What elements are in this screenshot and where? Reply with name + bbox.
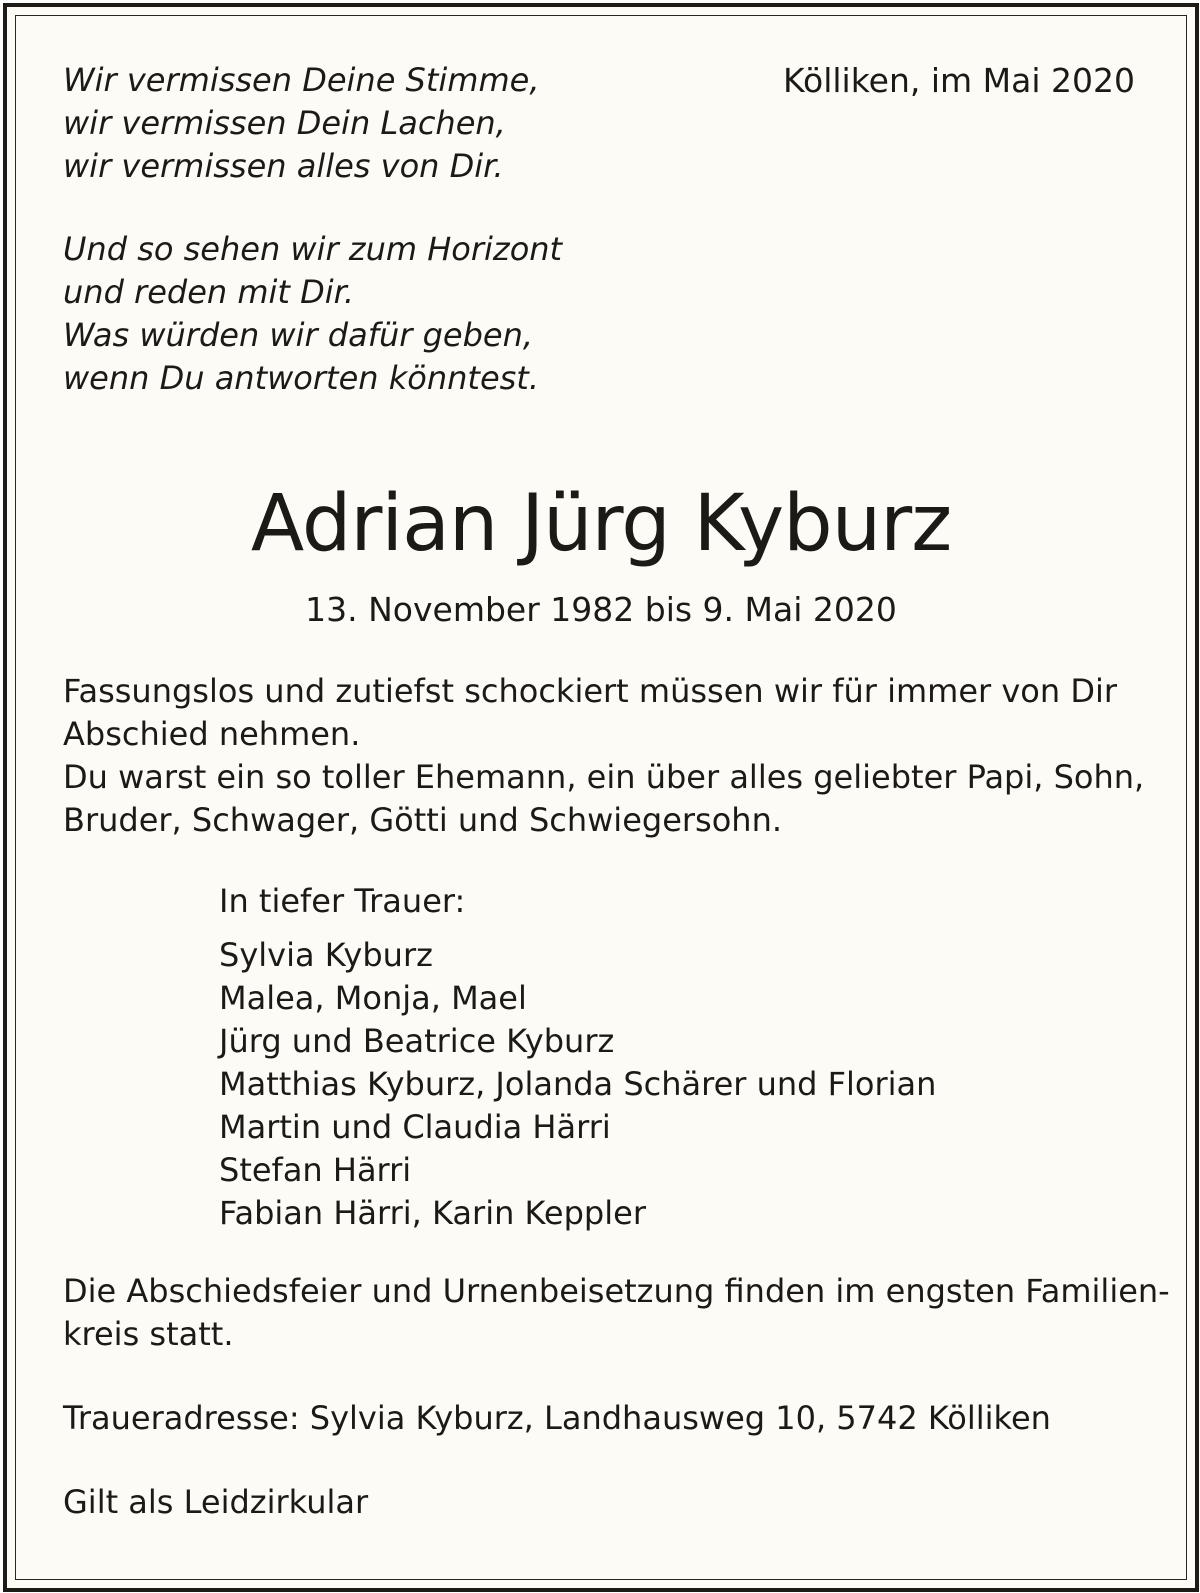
poem-line: wir vermissen Dein Lachen, — [63, 104, 506, 142]
obituary-frame — [3, 3, 1199, 1592]
poem-stanza-1 — [63, 59, 540, 188]
poem-line: wir vermissen alles von Dir. — [63, 147, 504, 185]
mourner-name: Sylvia Kyburz — [219, 936, 433, 974]
poem-line: wenn Du antworten könntest. — [63, 359, 540, 397]
poem-stanza-2 — [63, 228, 562, 400]
mourner-name: Malea, Monja, Mael — [219, 979, 527, 1017]
life-dates: 13. November 1982 bis 9. Mai 2020 — [305, 590, 897, 629]
farewell-message — [63, 670, 1144, 842]
circular-note: Gilt als Leidzirkular — [63, 1483, 369, 1521]
mourning-address: Traueradresse: Sylvia Kyburz, Landhausweg 10, 5742 Kölliken — [63, 1399, 1051, 1437]
poem-line: und reden mit Dir. — [63, 273, 355, 311]
mourner-list — [219, 934, 936, 1235]
message-line: Du warst ein so toller Ehemann, ein über alles geliebter Papi, Sohn, — [63, 758, 1145, 796]
mourner-name: Matthias Kyburz, Jolanda Schärer und Florian — [219, 1065, 937, 1103]
deceased-name: Adrian Jürg Kyburz — [250, 479, 952, 569]
mourner-name: Fabian Härri, Karin Keppler — [219, 1194, 646, 1232]
message-line: Bruder, Schwager, Götti und Schwiegersohn. — [63, 801, 783, 839]
message-line: Fassungslos und zutiefst schockiert müssen wir für immer von Dir — [63, 672, 1117, 710]
place-date: Kölliken, im Mai 2020 — [783, 61, 1135, 100]
mourner-name: Martin und Claudia Härri — [219, 1108, 611, 1146]
ceremony-line: kreis statt. — [63, 1315, 234, 1353]
mourning-heading: In tiefer Trauer: — [219, 882, 466, 920]
mourner-name: Stefan Härri — [219, 1151, 412, 1189]
poem-line: Wir vermissen Deine Stimme, — [63, 61, 540, 99]
poem-line: Und so sehen wir zum Horizont — [63, 230, 563, 268]
ceremony-line: Die Abschiedsfeier und Urnenbeisetzung finden im engsten Familien- — [63, 1272, 1170, 1310]
poem-line: Was würden wir dafür geben, — [63, 316, 534, 354]
mourner-name: Jürg und Beatrice Kyburz — [219, 1022, 615, 1060]
message-line: Abschied nehmen. — [63, 715, 361, 753]
ceremony-notice — [63, 1270, 1170, 1356]
